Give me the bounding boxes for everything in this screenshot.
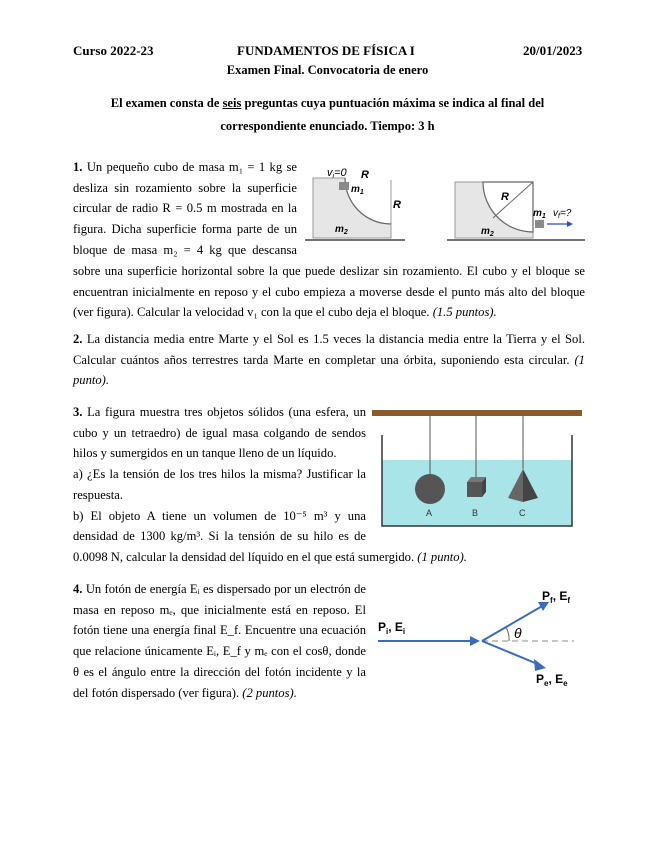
q2-points-a: (1 bbox=[574, 352, 585, 367]
q3-text-full bbox=[73, 547, 585, 568]
q3-line-2: hilos y sumergidos en un tanque lleno de un líquido. bbox=[73, 446, 337, 461]
q1-cube-final bbox=[535, 220, 544, 228]
q4-angle-arc bbox=[506, 627, 509, 641]
q1-full-2: (ver figura). Calcular la velocidad v₁ con la que el cubo deja el bloque. bbox=[73, 305, 430, 320]
q2-text bbox=[73, 329, 585, 391]
q1-line-2: circular de radio R = 0.5 m mostrada en la bbox=[73, 201, 297, 216]
q1-vi-label: vi=0 bbox=[327, 167, 347, 180]
q3-figure bbox=[370, 405, 585, 530]
q1-m1-label: $m_1$ bbox=[351, 184, 364, 196]
q4-line-3: que relacione únicamente Eᵢ, E_f y mₑ con el cosθ, donde bbox=[73, 644, 366, 659]
q1-number: 1. bbox=[73, 160, 83, 174]
q4-electron-arrow bbox=[482, 641, 540, 665]
q4-line-4: θ es el ángulo entre la dirección del fotón incidente y la bbox=[73, 664, 366, 679]
intro-post: preguntas cuya puntuación máxima se indica al final del bbox=[241, 96, 545, 110]
exam-subtitle: Examen Final. Convocatoria de enero bbox=[226, 63, 429, 77]
q4-line-1: masa en reposo mₑ, que inicialmente está en reposo. El bbox=[73, 602, 366, 617]
q1-full-0: sobre una superficie horizontal sobre la que puede deslizar sin rozamiento. El cubo y el bloque se bbox=[73, 264, 585, 278]
intro-line-2: correspondiente enunciado. Tiempo: 3 h bbox=[220, 119, 435, 133]
q3-label-c: C bbox=[519, 508, 526, 518]
q4-line-0: Un fotón de energía Eᵢ es dispersado por un electrón de bbox=[85, 582, 366, 596]
q1-figure bbox=[305, 158, 590, 246]
q4-theta-label: θ bbox=[514, 625, 522, 641]
q1-points: (1.5 puntos). bbox=[432, 305, 497, 320]
q1-text-full bbox=[73, 261, 585, 323]
q2-line-1: Calcular cuántos años terrestres tarda Marte en completar una órbita, suponiendo esta circular. bbox=[73, 352, 570, 367]
q3-label-a: A bbox=[426, 508, 433, 518]
q1-m1-label-right: $m_1$ bbox=[533, 208, 546, 220]
q3-line-5: b) El objeto A tiene un volumen de 10⁻⁵ m³ y una bbox=[73, 508, 366, 523]
q4-line-5: del fotón dispersado (ver figura). bbox=[73, 685, 240, 700]
q1-line-4: bloque de masa m₂ = 4 kg que descansa bbox=[73, 242, 297, 257]
q2-number: 2. bbox=[73, 332, 83, 346]
q1-r-label-side: R bbox=[393, 199, 401, 211]
q3-points: (1 punto). bbox=[417, 550, 467, 564]
q3-line-0: La figura muestra tres objetos sólidos (una esfera, un bbox=[87, 405, 366, 419]
q1-vf-label: $v_f=$? bbox=[553, 208, 572, 220]
intro-count: seis bbox=[222, 96, 242, 110]
q1-line-1: desliza sin rozamiento sobre la superficie bbox=[73, 180, 297, 195]
q2-points-b: punto). bbox=[73, 373, 110, 388]
q1-cube-initial bbox=[339, 182, 349, 190]
q4-number: 4. bbox=[73, 582, 83, 596]
q3-line-1: cubo y un tetraedro) de igual masa colgando de sendos bbox=[73, 425, 366, 440]
q1-m2-label-right: $m_2$ bbox=[481, 226, 494, 238]
q3-number: 3. bbox=[73, 405, 83, 419]
q1-r-label-top: R bbox=[361, 169, 369, 181]
intro-line-1 bbox=[70, 92, 585, 115]
q3-text bbox=[73, 402, 366, 547]
exam-date: 20/01/2023 bbox=[523, 43, 583, 58]
q1-r-label-right: R bbox=[501, 191, 509, 203]
q3-support-bar bbox=[372, 410, 582, 416]
q4-figure bbox=[374, 583, 586, 688]
q3-label-b: B bbox=[472, 508, 479, 518]
q2-line-0: La distancia media entre Marte y el Sol es 1.5 veces la distancia media entre la Tierra y el Sol. bbox=[86, 332, 585, 346]
q3-sphere bbox=[415, 474, 445, 504]
q1-text bbox=[73, 157, 297, 261]
course-label: Curso 2022-23 bbox=[73, 43, 154, 58]
q1-full-1: encuentran inicialmente en reposo y el cubo empieza a moverse desde el punto más alto del bloque bbox=[73, 284, 585, 299]
q3-line-6: densidad de 1300 kg/m³. Si la tensión de su hilo es de bbox=[73, 529, 366, 544]
q4-line-2: fotón tiene una energía final E_f. Encuentre una ecuación bbox=[73, 623, 366, 638]
q4-text bbox=[73, 579, 366, 703]
q3-line-4: respuesta. bbox=[73, 487, 124, 502]
exam-title: FUNDAMENTOS DE FÍSICA I bbox=[237, 43, 415, 58]
intro-pre: El examen consta de bbox=[110, 96, 223, 110]
q1-line-0: Un pequeño cubo de masa m₁ = 1 kg se bbox=[86, 160, 297, 174]
q3-cube bbox=[467, 477, 486, 497]
q4-pe-label: $P_e$, $E_e$ bbox=[536, 672, 568, 688]
q4-scattered-arrow bbox=[482, 605, 544, 641]
q4-pi-label: $P_i$, $E_i$ bbox=[378, 620, 406, 636]
q4-points: (2 puntos). bbox=[242, 685, 297, 700]
q1-m2-label-left: $m_2$ bbox=[335, 224, 348, 236]
q4-pf-label: $P_f$, $E_f$ bbox=[542, 589, 571, 605]
q3-line-3: a) ¿Es la tensión de los tres hilos la misma? Justificar la bbox=[73, 467, 366, 482]
q3-full-line: 0.0098 N, calcular la densidad del líquido en el que está sumergido. bbox=[73, 550, 415, 564]
q1-line-3: figura. Dicha superficie forma parte de un bbox=[73, 222, 297, 237]
